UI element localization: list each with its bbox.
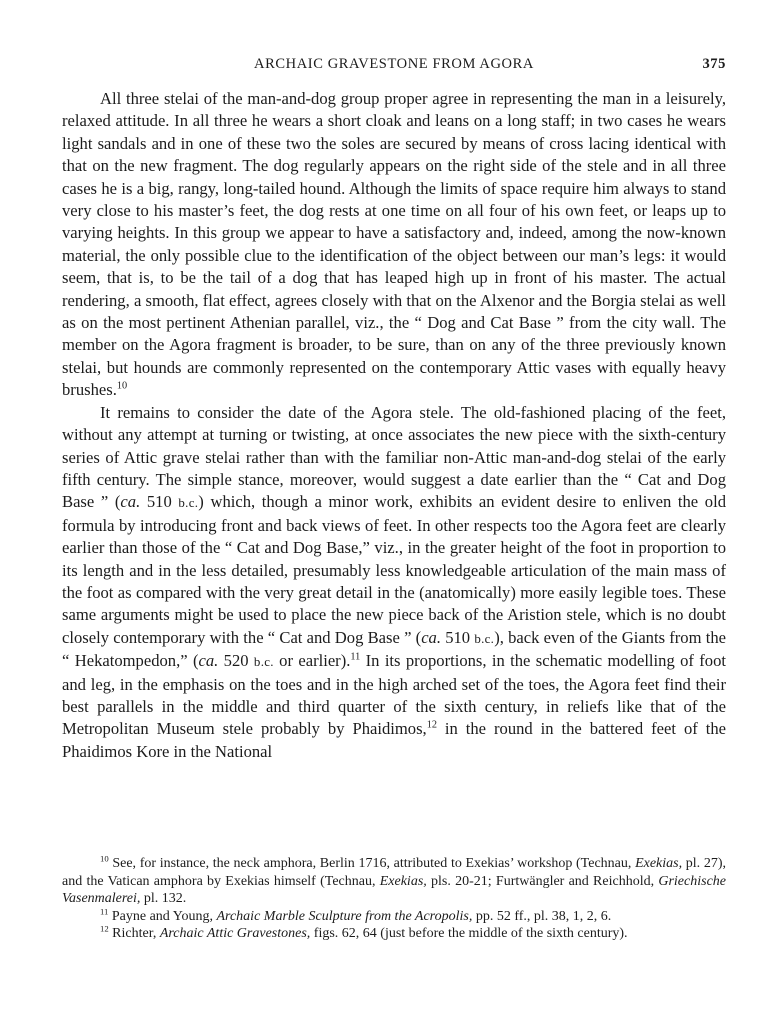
footnote-number: 12 [100,923,109,934]
footnote-ref-10: 10 [116,380,128,392]
date-value: 510 [441,627,475,647]
footnote-text: figs. 62, 64 (just before the middle of the sixth century). [310,926,628,942]
footnote-citation: Archaic Marble Sculpture from the Acropolis, [216,908,473,924]
paragraph-2-text: in the round in the battered feet of the Phaidimos Kore in the National [62,719,726,761]
footnote-11 [62,908,726,926]
paragraph-2 [62,402,726,764]
footnote-text: Payne and Young, [108,908,217,924]
footnote-citation: Exekias, [635,856,683,871]
circa-abbrev: ca. [421,627,441,647]
paragraph-2-text: It remains to consider the date of the Agora stele. The old-fashioned placing of the feet, without any attempt at turning or twisting, at once associates the new piece with the sixth-century series of Attic grave stelai rather than with the familiar non-Attic man-and-dog stelai of the early fifth century. The simple stance, moreover, would suggest a date earlier than the “ Cat and Dog Base ” ( [62,402,726,512]
running-header [62,56,726,76]
era-abbrev: b.c. [178,495,199,511]
footnote-text: pls. 20-21; Furtwängler and Reichhold, [426,873,659,889]
era-abbrev: b.c. [474,630,495,646]
paragraph-2-text: or earlier). [273,651,351,671]
footnotes [62,855,726,943]
footnote-number: 10 [100,853,109,864]
paragraph-1 [62,88,726,402]
paragraph-2-text: In its proportions, in the schematic modelling of foot and leg, in the emphasis on the toes and in the high arched set of the toes, the Agora feet find their best parallels in the middle and third quarter of the sixth century, in reliefs like that of the Metropolitan Museum stele probably by Phaidimos, [62,651,726,739]
date-value: 520 [218,651,254,671]
circa-abbrev: ca. [198,651,219,671]
footnote-12 [62,925,726,943]
footnote-citation: Griechische Vasenmalerei, [62,873,727,907]
paragraph-1-text: All three stelai of the man-and-dog group proper agree in representing the man in a leisurely, relaxed attitude. In all three he wears a short cloak and leans on a long staff; in two cases he wears light sandals and in one of these two the soles are secured by means of cross lacing identical with that on the new fragment. The dog regularly appears on the right side of the stele and in all three cases he is a big, rangy, long-tailed hound. Although the limits of space require him always to stand very close to his master’s feet, the dog rests at one time on all four of his own feet, or leaps up to varying heights. In this group we appear to have a satisfactory and, indeed, among the now-known material, the only possible clue to the identification of the object between our man’s legs: it would seem, that is, to be the tail of a dog that has leaped high up in front of his master. The actual rendering, a smooth, flat effect, agrees closely with that on the Alxenor and the Borgia stelai as well as on the most pertinent Athenian parallel, viz., the “ Dog and Cat Base ” from the city wall. The member on the Agora fragment is broader, to be sure, than on any of the three previously known stelai, but hounds are commonly represented on the contemporary Attic vases with equally heavy brushes. [62,89,726,400]
date-value: 510 [140,492,179,512]
page-number: 375 [702,56,726,72]
main-text [62,88,726,763]
circa-abbrev: ca. [120,492,141,512]
footnote-text: Richter, [108,926,160,942]
running-title: ARCHAIC GRAVESTONE FROM AGORA [254,56,534,72]
footnote-text: pl. 27), and the Vatican amphora by Exekias himself (Technau, [62,856,726,889]
footnote-ref-12: 12 [426,719,437,731]
paragraph-2-text: ) which, though a minor work, exhibits an evident desire to enliven the old formula by introducing front and back views of feet. In other respects too the Agora feet are clearly earlier than those of the “ Cat and Dog Base,” viz., in the greater height of the foot in proportion to its length and in the less detailed, presumably less knowledgeable articulation of the main mass of the foot as compared with the very great detail in the (anatomically) more easily legible toes. These same arguments might be used to place the new piece back of the Aristion stele, which is no doubt closely contemporary with the “ Cat and Dog Base ” ( [62,492,727,647]
footnote-10 [62,855,726,908]
footnote-citation: Archaic Attic Gravestones, [159,926,311,942]
footnote-text: See, for instance, the neck amphora, Berlin 1716, attributed to Exekias’ workshop (Technau, [108,856,636,871]
footnote-text: pp. 52 ff., pl. 38, 1, 2, 6. [472,908,612,924]
footnote-citation: Exekias, [379,873,427,889]
paragraph-2-text: ), back even of the Giants from the “ Hekatompedon,” ( [62,627,727,671]
footnote-number: 11 [100,906,109,917]
era-abbrev: b.c. [253,654,274,670]
footnote-ref-11: 11 [350,651,361,663]
footnote-text: pl. 132. [140,891,187,907]
